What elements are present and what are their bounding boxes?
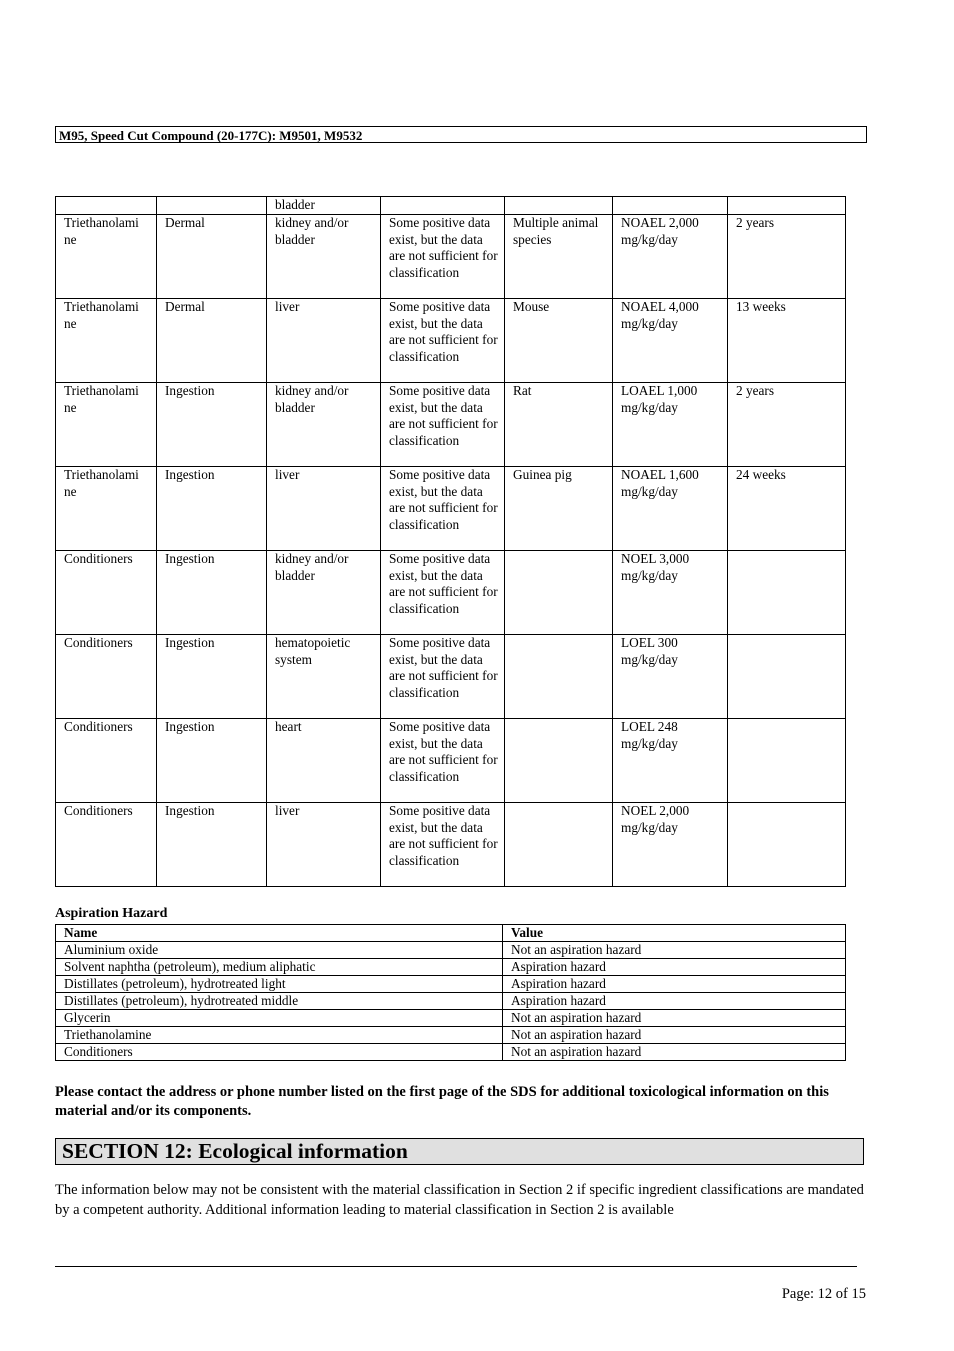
- cell-species: [505, 550, 613, 634]
- footer-divider: [55, 1266, 857, 1267]
- cell-value: Not an aspiration hazard: [503, 1027, 846, 1044]
- aspiration-hazard-title: Aspiration Hazard: [55, 906, 168, 921]
- table-row: [56, 634, 846, 718]
- toxicity-table: [55, 196, 846, 887]
- cell-substance: Triethanolami ne: [56, 466, 157, 550]
- cell-result: Some positive data exist, but the data are not sufficient for classification: [381, 214, 505, 298]
- cell-substance: [56, 197, 157, 215]
- page-number: Page: 12 of 15: [781, 1286, 866, 1302]
- cell-result: Some positive data exist, but the data are not sufficient for classification: [381, 718, 505, 802]
- table-row: [56, 802, 846, 886]
- cell-value: Not an aspiration hazard: [503, 942, 846, 959]
- cell-route: Ingestion: [157, 382, 267, 466]
- cell-route: Ingestion: [157, 634, 267, 718]
- cell-result: [381, 197, 505, 215]
- cell-name: Distillates (petroleum), hydrotreated light: [56, 976, 503, 993]
- cell-test-result: NOEL 2,000 mg/kg/day: [613, 802, 728, 886]
- document-header: M95, Speed Cut Compound (20-177C): M9501, M9532: [55, 126, 867, 143]
- section-12-heading: SECTION 12: Ecological information: [55, 1138, 864, 1165]
- cell-duration: [728, 550, 846, 634]
- cell-target-organ: liver: [267, 466, 381, 550]
- cell-target-organ: heart: [267, 718, 381, 802]
- table-row: [56, 298, 846, 382]
- cell-duration: [728, 634, 846, 718]
- cell-species: [505, 718, 613, 802]
- cell-target-organ: liver: [267, 298, 381, 382]
- cell-substance: Triethanolami ne: [56, 298, 157, 382]
- table-row: [56, 718, 846, 802]
- cell-duration: 24 weeks: [728, 466, 846, 550]
- cell-test-result: NOAEL 2,000 mg/kg/day: [613, 214, 728, 298]
- cell-value: Not an aspiration hazard: [503, 1044, 846, 1061]
- cell-value: Aspiration hazard: [503, 976, 846, 993]
- cell-value: Aspiration hazard: [503, 959, 846, 976]
- cell-route: Dermal: [157, 298, 267, 382]
- cell-name: Conditioners: [56, 1044, 503, 1061]
- cell-route: Ingestion: [157, 550, 267, 634]
- cell-test-result: LOEL 300 mg/kg/day: [613, 634, 728, 718]
- cell-name: Aluminium oxide: [56, 942, 503, 959]
- cell-substance: Conditioners: [56, 550, 157, 634]
- cell-species: Guinea pig: [505, 466, 613, 550]
- cell-substance: Conditioners: [56, 802, 157, 886]
- cell-duration: [728, 718, 846, 802]
- cell-name: Distillates (petroleum), hydrotreated middle: [56, 993, 503, 1010]
- cell-route: [157, 197, 267, 215]
- cell-duration: 2 years: [728, 382, 846, 466]
- aspiration-row: [56, 1044, 846, 1061]
- cell-route: Ingestion: [157, 718, 267, 802]
- table-row: [56, 466, 846, 550]
- cell-target-organ: kidney and/or bladder: [267, 382, 381, 466]
- aspiration-row: [56, 1010, 846, 1027]
- cell-species: [505, 634, 613, 718]
- table-row: [56, 550, 846, 634]
- cell-substance: Conditioners: [56, 634, 157, 718]
- cell-name: Triethanolamine: [56, 1027, 503, 1044]
- cell-target-organ: kidney and/or bladder: [267, 214, 381, 298]
- contact-note: Please contact the address or phone number listed on the first page of the SDS for additional toxicological information on this material and/or its components.: [55, 1084, 829, 1119]
- aspiration-row: [56, 942, 846, 959]
- cell-test-result: LOAEL 1,000 mg/kg/day: [613, 382, 728, 466]
- cell-value: Aspiration hazard: [503, 993, 846, 1010]
- table-row: [56, 382, 846, 466]
- cell-result: Some positive data exist, but the data are not sufficient for classification: [381, 382, 505, 466]
- cell-test-result: [613, 197, 728, 215]
- cell-species: Multiple animal species: [505, 214, 613, 298]
- cell-substance: Conditioners: [56, 718, 157, 802]
- cell-test-result: NOEL 3,000 mg/kg/day: [613, 550, 728, 634]
- cell-route: Ingestion: [157, 802, 267, 886]
- aspiration-row: [56, 1027, 846, 1044]
- cell-duration: [728, 802, 846, 886]
- cell-species: [505, 197, 613, 215]
- table-row: [56, 197, 846, 215]
- cell-result: Some positive data exist, but the data are not sufficient for classification: [381, 802, 505, 886]
- cell-substance: Triethanolami ne: [56, 214, 157, 298]
- cell-value: Not an aspiration hazard: [503, 1010, 846, 1027]
- cell-test-result: NOAEL 4,000 mg/kg/day: [613, 298, 728, 382]
- cell-target-organ: kidney and/or bladder: [267, 550, 381, 634]
- cell-target-organ: bladder: [267, 197, 381, 215]
- cell-name: Glycerin: [56, 1010, 503, 1027]
- cell-species: Mouse: [505, 298, 613, 382]
- aspiration-row: [56, 993, 846, 1010]
- cell-name: Solvent naphtha (petroleum), medium aliphatic: [56, 959, 503, 976]
- aspiration-row: [56, 959, 846, 976]
- cell-result: Some positive data exist, but the data are not sufficient for classification: [381, 466, 505, 550]
- section-12-intro: The information below may not be consistent with the material classification in Section 2 if specific ingredient classifications are mandated by a competent authority. Additional information leading to material classification in Section 2 is available: [55, 1182, 864, 1218]
- aspiration-table: [55, 924, 846, 1061]
- cell-test-result: LOEL 248 mg/kg/day: [613, 718, 728, 802]
- aspiration-header-row: [56, 925, 846, 942]
- cell-species: [505, 802, 613, 886]
- cell-species: Rat: [505, 382, 613, 466]
- cell-test-result: NOAEL 1,600 mg/kg/day: [613, 466, 728, 550]
- cell-duration: 2 years: [728, 214, 846, 298]
- cell-duration: 13 weeks: [728, 298, 846, 382]
- cell-target-organ: liver: [267, 802, 381, 886]
- table-row: [56, 214, 846, 298]
- cell-result: Some positive data exist, but the data are not sufficient for classification: [381, 634, 505, 718]
- aspiration-row: [56, 976, 846, 993]
- cell-duration: [728, 197, 846, 215]
- cell-target-organ: hematopoietic system: [267, 634, 381, 718]
- cell-result: Some positive data exist, but the data are not sufficient for classification: [381, 298, 505, 382]
- column-header-value: Value: [503, 925, 846, 942]
- column-header-name: Name: [56, 925, 503, 942]
- cell-substance: Triethanolami ne: [56, 382, 157, 466]
- cell-result: Some positive data exist, but the data are not sufficient for classification: [381, 550, 505, 634]
- cell-route: Ingestion: [157, 466, 267, 550]
- cell-route: Dermal: [157, 214, 267, 298]
